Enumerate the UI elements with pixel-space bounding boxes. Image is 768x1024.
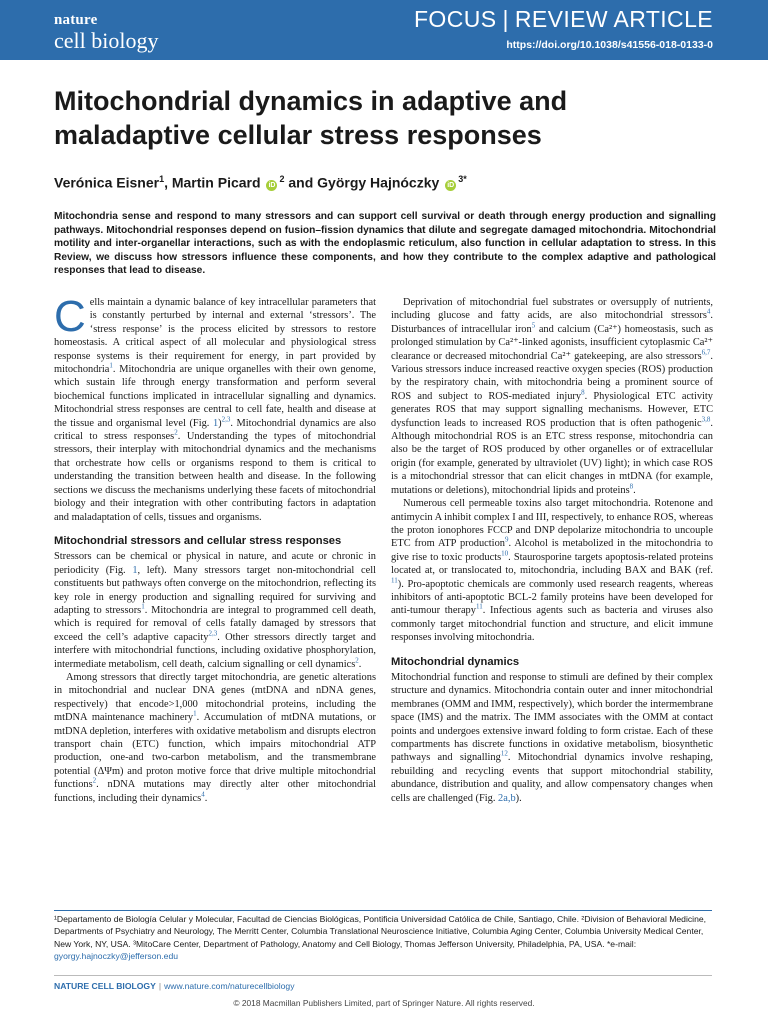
body-paragraph [54, 550, 376, 671]
text-run: . nDNA mutations may directly alter other mitochondrial functions, including their dynamics [54, 779, 376, 804]
reference-link[interactable]: 2,3 [221, 415, 231, 424]
abstract: Mitochondria sense and respond to many stressors and can support cell survival or death through energy production and signalling pathways. Mitochondrial responses depend on fusion–fission dynamics that dilute and segregate damaged mitochondria. Mitochondrial motility and inter-organellar interactions, such as with the endoplasmic reticulum, also function in cellular adaptation to stress. In this Review, we discuss how stressors influence these components, and how they contribute to the complex adaptive and pathological responses that lead to disease. [54, 211, 716, 276]
reference-link[interactable]: 2,3 [208, 629, 218, 638]
text-run: . Alcohol is metabolized in the mitochondria to give rise to toxic products [391, 538, 714, 563]
body-column-left [54, 292, 376, 805]
text-run: . Mitochondria are integral to programmed cell death, which is required for removal of cells fatally damaged by stressors that exceed the cell’s adaptive capacity [54, 604, 376, 643]
text-run: . [633, 484, 636, 496]
text-run: . [358, 658, 362, 670]
text-run: . Mitochondria are unique organelles with their own genome, which sustain life through energy transformation and perform several biochemical functions implicated in intracellular signalling and dynamics. Mitochondrial stress responses are central to cell fate, health and disease at the tissue and organismal level (Fig. [54, 364, 376, 429]
orcid-icon[interactable]: iD [268, 181, 276, 189]
author-name: Martin Picard [171, 174, 261, 191]
reference-link[interactable]: 10 [501, 549, 509, 558]
reference-link[interactable]: 4 [201, 790, 205, 799]
author-name: Verónica Eisner [54, 174, 160, 191]
footer-divider [54, 975, 712, 976]
reference-link[interactable]: 2 [92, 776, 97, 785]
text-run: . Other stressors directly target and interfere with mitochondrial functions, including oxidative phosphorylation, intermediate metabolism, cell death, calcium signalling or cell dynamics [54, 631, 376, 670]
body-column-right [391, 296, 713, 805]
figure-link[interactable]: 1 [212, 417, 219, 429]
footer-journal-name: NATURE CELL BIOLOGY [54, 981, 156, 991]
journal-header [0, 0, 768, 60]
text-run: . Mitochondrial dynamics involve reshaping, rebuilding and recycling events that support mitochondrial stability, abundance, distribution and quality, and allow compensatory changes when cells are challenged (Fig. [391, 752, 713, 804]
doi-link[interactable]: https://doi.org/10.1038/s41556-018-0133-0 [506, 39, 713, 51]
reference-link[interactable]: 2 [174, 428, 178, 437]
text-run: and calcium (Ca²⁺) homeostasis, such as prolonged stimulation by Ca²⁺-linked agonists, insufficient cytoplasmic Ca²⁺ clearance or decreased mitochondrial Ca²⁺ gatekeeping, are also stressors [391, 323, 713, 362]
body-paragraph [391, 296, 713, 497]
section-heading: Mitochondrial dynamics [391, 655, 520, 668]
text-run: Mitochondrial function and response to stimuli are defined by their complex structure and dynamics. Mitochondria contain outer and inner mitochondrial membranes (OMM and IMM, respectively), which border the intermembrane space (IMS) and the matrix. The IMM associates with the OMM at contact points and undergoes extensive inward folding to form cristae. Each of these compartments has discrete functions in oxidative metabolism, biosynthetic pathways and signalling [391, 671, 714, 764]
text-run: . Understanding the types of mitochondrial stressors, their interplay with mitochondrial dynamics and the mechanisms that orchestrate how cells or organisms respond to them is critical to understanding the transition between health and disease. In the following sections we discuss the mechanisms underlying these facets of mitochondrial biology and their integration with other contributing factors in adaptation and maladaptation of cells, tissues and organisms. [54, 431, 376, 523]
text-run: ells maintain a dynamic balance of key intracellular parameters that is constantly perturbed by internal and external ‘stressors’. The ‘stress response’ is the process elicited by stressors to restore homeostasis. A critical aspect of all molecular and physiological stress response systems is their requirement for energy, in part provided by mitochondria [54, 297, 376, 376]
footer-journal [54, 981, 295, 991]
journal-name: cell biology [54, 28, 159, 53]
author-affiliation-mark: 2 [279, 174, 285, 184]
text-run: . Mitochondrial dynamics are also critical to stress responses [54, 417, 376, 443]
text-run: ) [218, 417, 222, 429]
author-separator: and [284, 174, 318, 191]
reference-link[interactable]: 6,7 [701, 348, 711, 357]
author-name: György Hajnóczky [317, 174, 440, 191]
email-link[interactable]: gyorgy.hajnoczky@jefferson.edu [54, 950, 179, 961]
affiliations [54, 913, 712, 962]
text-run: , left). Many stressors target non-mitochondrial cell constituents but pathways often converge on the mitochondrion, reflecting its key role in energy production and signalling required for surviving and adapting to stressors [54, 564, 376, 616]
article-category [414, 6, 713, 33]
section-heading: Mitochondrial stressors and cellular stress responses [54, 534, 342, 547]
figure-link[interactable]: 1 [132, 564, 138, 576]
text-run: Among stressors that directly target mitochondria, are genetic alterations in mitochondrial and nuclear DNA genes (mtDNA and nDNA genes, respectively) that encode>1,000 mitochondrial proteins, including the mtDNA maintenance machinery [54, 671, 376, 724]
focus-label: FOCUS [413, 6, 497, 32]
text-run: . Staurosporine targets apoptosis-related proteins located at, or translocated to, mitochondria, including BAX and BAK (ref. [391, 551, 713, 577]
text-run: Numerous cell permeable toxins also target mitochondria. Rotenone and antimycin A inhibit complex I and III, respectively, to enhance ROS, whereas the proton ionophores FCCP and DNP depolarize mitochondria to uncouple ETC from ATP production [391, 498, 713, 550]
text-run: ). Pro-apoptotic chemicals are commonly used research reagents, whereas inhibitors of anti-apoptotic BCL-2 family proteins have been developed for anti-tumour therapy [391, 578, 713, 617]
text-run: ). [515, 792, 522, 804]
reference-link[interactable]: 5 [531, 321, 536, 330]
text-run: . Accumulation of mtDNA mutations, or mtDNA depletion, interferes with oxidative metabolism and disrupts electron transport chain (ETC) function, which impairs mitochondrial ATP production, one-and two-carbon metabolism, and the transmembrane potential (ΔΨm) and proton motive force that drive multiple mitochondrial functions [54, 712, 376, 791]
body-paragraph [391, 671, 713, 805]
intro-paragraph [54, 292, 376, 524]
reference-link[interactable]: 3,8 [701, 415, 711, 424]
text-run: . Although mitochondrial ROS is an ETC stress response, mitochondria can also be the target of ROS produced by other organelles or of extracellular origin (for example, generated by ultraviolet (UV) light); in which case ROS is a mitochondrial stressor that can elicit changes in mtDNA (for example, mutations or deletions), mitochondrial lipids and proteins [391, 417, 713, 496]
reference-link[interactable]: 4 [706, 307, 711, 316]
article-type: REVIEW ARTICLE [514, 6, 713, 32]
author-list [54, 174, 724, 191]
reference-link[interactable]: 2 [355, 656, 359, 665]
text-run: Stressors can be chemical or physical in nature, and acute or chronic in periodicity (Fig. [54, 551, 376, 576]
reference-link[interactable]: 11 [391, 576, 398, 585]
article-title: Mitochondrial dynamics in adaptive and maladaptive cellular stress responses [54, 86, 568, 150]
reference-link[interactable]: 8 [629, 482, 634, 491]
footer-separator: | [158, 981, 162, 991]
reference-link[interactable]: 11 [475, 602, 483, 611]
reference-link[interactable]: 8 [581, 388, 585, 397]
drop-cap: C [54, 292, 86, 341]
reference-link[interactable]: 1 [193, 709, 197, 718]
text-run: . Infectious agents such as bacteria and viruses also commonly target mitochondrial function and structure, and elicit immune responses involving mitochondria. [391, 605, 713, 644]
author-affiliation-mark: 3* [458, 174, 467, 184]
journal-prefix: nature [54, 12, 98, 28]
text-run: Deprivation of mitochondrial fuel substrates or oversupply of nutrients, including glucose and fatty acids, are also mitochondrial stressors [391, 297, 713, 322]
category-divider: | [502, 6, 509, 32]
reference-link[interactable]: 1 [109, 361, 113, 370]
reference-link[interactable]: 12 [500, 749, 508, 758]
copyright-notice: © 2018 Macmillan Publishers Limited, part of Springer Nature. All rights reserved. [233, 998, 535, 1008]
affiliation-divider [54, 910, 712, 911]
orcid-icon[interactable]: iD [447, 181, 455, 189]
text-run: . Various stressors induce increased reactive oxygen species (ROS) production by the respiratory chain, with mitochondria being a prominent source of ROS and subject to ROS-mediated injury [391, 350, 713, 402]
text-run: . Physiological ETC activity generates ROS that may support signalling mechanisms. However, ETC dysfunction leads to increased ROS production that is often pathogenic [391, 390, 713, 429]
body-paragraph [391, 497, 713, 644]
affiliations-text: ¹Departamento de Biología Celular y Molecular, Facultad de Ciencias Biológicas, Pontificia Universidad Católica de Chile, Santiago, Chile. ²Division of Behavioral Medicine, Departments of Psychiatry and Neurology, The Merritt Center, Columbia Translational Neuroscience Initiative, Columbia Aging Center, Columbia University Medical Center, New York, NY, USA. ³MitoCare Center, Department of Pathology, Anatomy and Cell Biology, Thomas Jefferson University, Philadelphia, PA, USA. *e-mail: [54, 914, 707, 949]
body-paragraph [54, 671, 376, 805]
reference-link[interactable]: 1 [141, 602, 145, 611]
text-run: . [204, 792, 208, 804]
figure-link[interactable]: 2a,b [498, 792, 516, 804]
text-run: . Disturbances of intracellular iron [391, 310, 713, 335]
reference-link[interactable]: 9 [504, 535, 509, 544]
author-affiliation-mark: 1 [159, 174, 165, 184]
author-separator: , [164, 174, 172, 191]
footer-url-link[interactable]: www.nature.com/naturecellbiology [164, 981, 295, 991]
